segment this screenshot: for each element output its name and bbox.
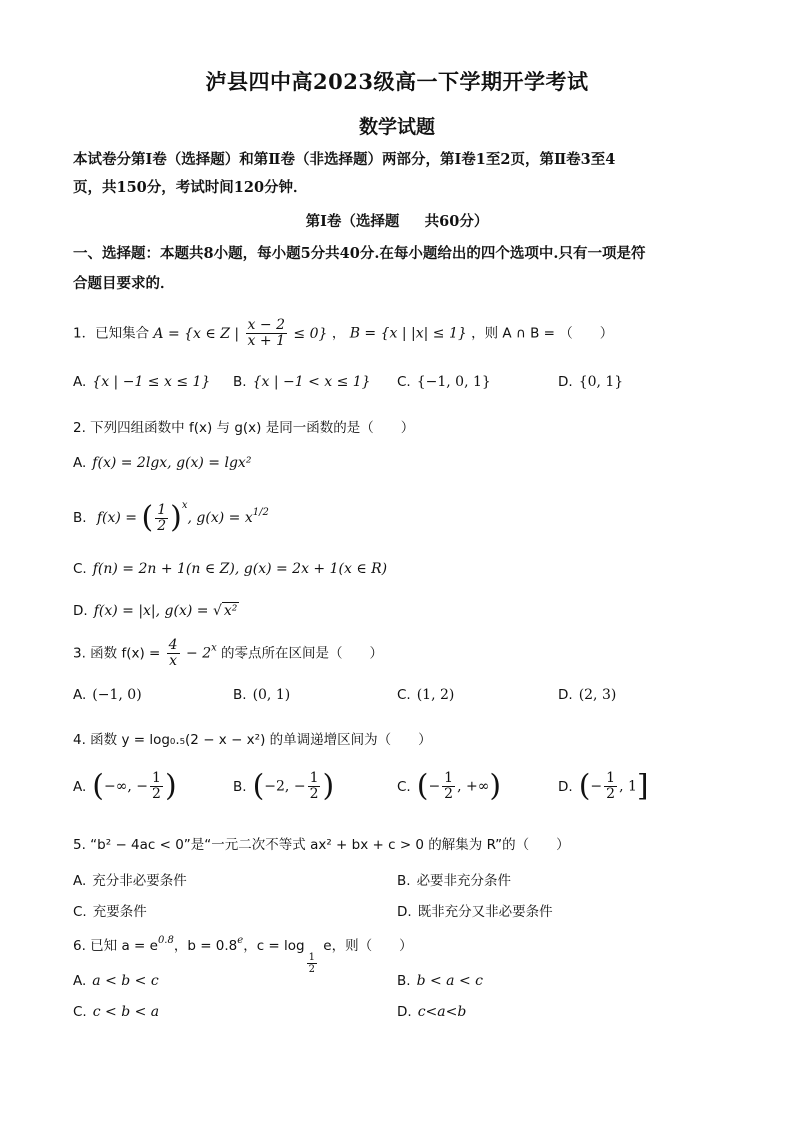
option-left: −2, − [264,778,306,795]
q1-set-a-left: A = {x ∈ Z | [153,325,244,342]
frac-den: 2 [606,786,616,802]
q6-option-d [397,1004,466,1020]
choice-instructions [73,239,723,299]
option-text: (1, 2) [416,687,455,703]
option-text: f(x) = 2lgx, g(x) = lgx² [92,455,252,471]
option-label: C. [397,778,411,795]
q1-set-b: B = {x | |x| ≤ 1} [349,325,467,342]
q6-base-den: 2 [308,964,315,975]
q4-option-b [233,768,335,804]
option-label: B. [233,687,247,703]
q3-suffix: 的零点所在区间是（ ） [216,645,384,662]
option-label: D. [397,904,412,920]
option-label: C. [397,374,411,390]
option-text: c<a<b [417,1004,467,1020]
q4-option-a [73,768,177,804]
question-3-stem [73,638,383,669]
option-label: C. [397,687,411,703]
option-left: − [428,778,441,795]
option-right: , +∞ [457,778,490,795]
option-label: B. [233,374,247,390]
q3-exp: x [211,642,217,654]
q2-option-b [73,500,269,534]
q1-suffix: ，则 A ∩ B = （ ） [471,325,614,342]
exam-intro [73,146,723,202]
option-text: 充要条件 [92,904,147,920]
question-1-stem [73,318,613,349]
option-text: (−1, 0) [92,687,142,703]
question-6-stem [73,934,413,975]
q3-option-c [397,687,454,703]
question-2-stem: 2. 下列四组函数中 f(x) 与 g(x) 是同一函数的是（ ） [73,420,415,436]
q1-option-c [397,374,491,390]
option-label: D. [558,778,573,795]
q6-b: ，b = 0.8 [173,938,238,954]
intro-line-2: 页，共150分，考试时间120分钟． [73,179,308,196]
option-right: , 1 [619,778,637,795]
exam-subject: 数学试题 [358,116,435,138]
q6-c: ，c = log [243,938,305,954]
q1-prefix: 1．已知集合 [73,325,150,342]
option-label: D. [73,603,88,619]
q6-option-b [397,973,483,989]
option-label: D. [558,374,573,390]
option-text: 既非充分又非必要条件 [417,904,553,920]
frac-den: 2 [152,786,161,802]
q6-prefix: 6. 已知 a = e [73,938,158,954]
q2b-g-text: , g(x) = x [187,510,253,526]
q5-option-c [73,900,147,920]
option-label: B. [397,973,411,989]
option-label: C. [73,561,87,577]
option-text: {−1, 0, 1} [416,374,491,390]
option-label: A. [73,687,87,703]
paren-close: ) [164,768,177,804]
q3-mid: − 2 [181,645,212,662]
option-label: B. [73,510,87,526]
paren-close: ) [322,768,335,804]
q1-fraction [246,318,287,349]
option-label: A. [73,374,87,390]
option-label: C. [73,1004,87,1020]
intro-line-1: 本试卷分第Ⅰ卷（选择题）和第Ⅱ卷（非选择题）两部分，第Ⅰ卷1至2页，第Ⅱ卷3至4 [73,151,616,168]
q4-option-d [558,768,649,804]
option-text: c < b < a [92,1004,160,1020]
choice-line-2: 合题目要求的． [73,275,175,292]
q1-set-a-right: ≤ 0} [288,325,328,342]
q2-option-c [73,561,387,577]
option-fraction [604,771,617,802]
exam-title: 泸县四中高2023级高一下学期开学考试 [205,69,589,94]
q2d-text: f(x) = |x|, g(x) = [93,603,213,619]
option-label: C. [73,904,87,920]
paren-open: ( [416,768,429,804]
paren-open: ( [578,768,591,804]
option-label: A. [73,973,87,989]
q6-option-a [73,973,159,989]
option-left: −∞, − [104,778,149,795]
option-text: {x | −1 < x ≤ 1} [252,374,371,390]
q2b-g-exp: 1/2 [252,507,269,518]
section-heading: 第Ⅰ卷（选择题 共60分） [305,213,489,230]
option-text: a < b < c [92,973,159,989]
q2b-f-exp: x [181,500,188,511]
frac-num: 1 [309,770,319,786]
q1-option-a [73,374,210,390]
q3-option-a [73,687,142,703]
q5-option-d [397,900,553,920]
option-label: D. [558,687,573,703]
option-label: B. [397,873,411,889]
option-text: (2, 3) [578,687,617,703]
paren-close: ) [489,768,502,804]
paren-close: ) [170,500,182,535]
q2b-fraction [155,503,168,534]
paren-open: ( [252,768,265,804]
q4-option-c [397,768,502,804]
option-fraction [442,771,455,802]
q6-base-num: 1 [308,952,315,963]
q5-option-b [397,869,511,889]
q1-frac-num: x − 2 [247,317,285,333]
q2-option-d [73,603,239,619]
q5-option-a [73,869,187,889]
frac-num: 1 [444,770,454,786]
q3-option-b [233,687,290,703]
q2d-sqrt-body: x² [223,603,238,619]
q1-sep: ， [331,325,346,342]
question-4-stem: 4. 函数 y = log₀.₅(2 − x − x²) 的单调递增区间为（ ） [73,732,432,748]
q1-set-a [153,317,332,349]
q3-fraction [167,638,180,669]
option-fraction [150,771,163,802]
q3-option-d [558,687,616,703]
option-text: {x | −1 ≤ x ≤ 1} [92,374,211,390]
frac-den: 2 [444,786,454,802]
option-text: 充分非必要条件 [92,873,187,889]
option-left: − [590,778,603,795]
paren-open: ( [141,500,154,535]
paren-open: ( [92,768,105,804]
option-text: (0, 1) [252,687,291,703]
frac-den: 2 [309,786,319,802]
option-label: A. [73,778,87,795]
option-label: B. [233,778,247,795]
option-text: b < a < c [416,973,483,989]
option-text: f(n) = 2n + 1(n ∈ Z), g(x) = 2x + 1(x ∈ R) [92,561,388,577]
option-text: {0, 1} [578,374,624,390]
q1-option-b [233,374,371,390]
q3-frac-num: 4 [168,637,178,653]
q2-option-a [73,455,251,471]
frac-num: 1 [152,770,161,786]
sqrt-symbol: √ [212,603,222,619]
option-label: D. [397,1004,412,1020]
q6-b-exp: e [237,935,244,946]
q3-prefix: 3. 函数 f(x) = [73,645,165,662]
option-label: A. [73,873,87,889]
option-text: 必要非充分条件 [416,873,512,889]
q1-option-d [558,374,623,390]
frac-num: 1 [606,770,616,786]
question-5-stem: 5. “b² − 4ac < 0”是“一元二次不等式 ax² + bx + c > 0 的解集为 R”的（ ） [73,837,570,853]
q1-frac-den: x + 1 [247,333,285,349]
paren-close: ] [636,768,649,804]
q6-suffix: e，则（ ） [318,938,413,954]
choice-line-1: 一、选择题：本题共8小题，每小题5分共40分.在每小题给出的四个选项中.只有一项是符 [73,245,646,262]
q6-option-c [73,1004,159,1020]
q3-frac-den: x [169,653,178,669]
option-fraction [308,771,321,802]
q2b-frac-den: 2 [157,517,167,534]
q6-a-exp: 0.8 [157,935,174,946]
q6-log-base [307,952,317,975]
option-label: A. [73,455,87,471]
q2b-f-prefix: f(x) = [96,510,142,526]
q2b-frac-num: 1 [157,501,167,518]
